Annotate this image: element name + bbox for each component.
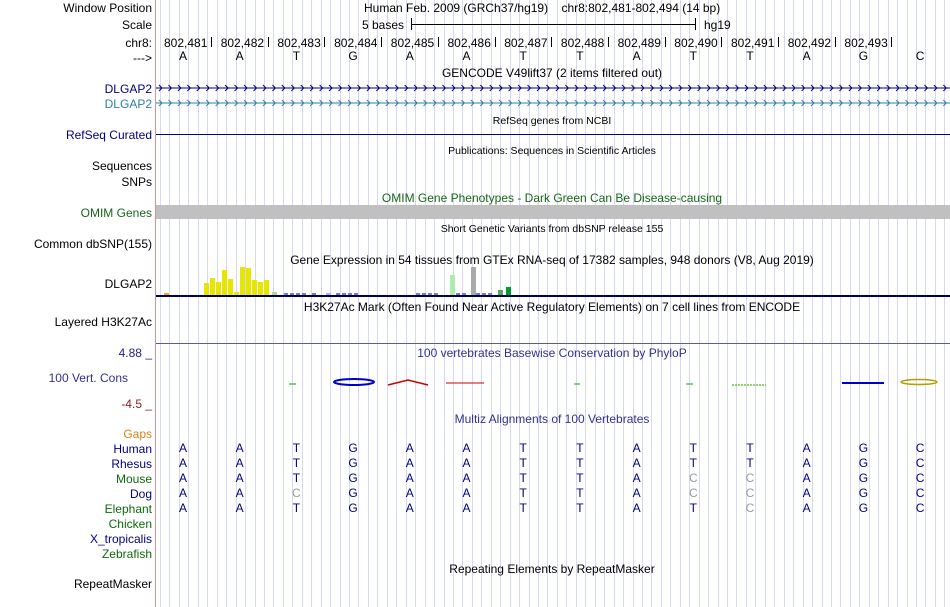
gtex-bar-brain-11[interactable] [264, 280, 269, 295]
position-tick [211, 37, 212, 47]
aligned-base: T [689, 501, 697, 515]
aligned-base: C [915, 456, 925, 470]
aligned-base: T [576, 471, 584, 485]
gtex-bar-brain-3[interactable] [216, 282, 221, 295]
scale-bar [411, 24, 695, 25]
gencode-gene-model-1[interactable] [156, 82, 950, 94]
aligned-base: T [689, 441, 697, 455]
aligned-base: T [576, 486, 584, 500]
repeatmasker-track-label[interactable]: RepeatMasker [73, 577, 152, 591]
gtex-bar-brain-10[interactable] [258, 282, 263, 295]
aligned-base: A [405, 471, 414, 485]
species-label-mouse[interactable]: Mouse [115, 472, 152, 486]
aligned-base: A [405, 486, 414, 500]
dbsnp-track-title[interactable]: Short Genetic Variants from dbSNP release 155 [440, 223, 664, 235]
aligned-base: G [858, 486, 869, 500]
refseq-track-label[interactable]: RefSeq Curated [65, 128, 152, 142]
species-label-rhesus[interactable]: Rhesus [111, 457, 152, 471]
aligned-base: C [915, 501, 925, 515]
aligned-base: G [348, 501, 358, 515]
cons-glyph-c [901, 380, 937, 385]
gtex-expression-chart[interactable] [156, 267, 950, 295]
aligned-base: A [235, 456, 244, 470]
gencode-gene-model-2[interactable] [156, 97, 950, 109]
gencode-track-title[interactable]: GENCODE V49lift37 (2 items filtered out) [441, 66, 663, 80]
aligned-base: A [235, 501, 244, 515]
position-tick [551, 37, 552, 47]
h3k27ac-track-label[interactable]: Layered H3K27Ac [54, 315, 152, 329]
aligned-base: A [802, 456, 811, 470]
conservation-min-label: -4.5 _ [121, 397, 152, 411]
aligned-base: A [632, 471, 641, 485]
reference-base[interactable]: A [178, 49, 188, 63]
chrom-label: chr8: [125, 36, 152, 50]
publications-track-title[interactable]: Publications: Sequences in Scientific Articles [448, 145, 656, 157]
position-tick-label: 802,488 [560, 36, 605, 50]
position-tick [665, 37, 666, 47]
position-tick [324, 37, 325, 47]
aligned-base: C [745, 486, 755, 500]
aligned-base: T [576, 456, 584, 470]
window-position-label: Window Position [63, 1, 152, 15]
species-label-human[interactable]: Human [113, 442, 152, 456]
aligned-base: A [178, 456, 188, 470]
species-label-chicken[interactable]: Chicken [108, 517, 152, 531]
reference-base[interactable]: G [858, 49, 869, 63]
reference-base[interactable]: T [746, 49, 754, 63]
aligned-base: A [632, 456, 641, 470]
aligned-base: A [802, 471, 811, 485]
conservation-track-title[interactable]: 100 vertebrates Basewise Conservation by PhyloP [417, 346, 687, 360]
position-tick-label: 802,493 [844, 36, 888, 50]
aligned-base: T [292, 471, 301, 485]
gtex-bar-brain-2[interactable] [210, 278, 215, 295]
omim-track-label[interactable]: OMIM Genes [80, 206, 152, 220]
strand-label: ---> [133, 51, 152, 65]
aligned-base: A [462, 471, 471, 485]
aligned-base: A [405, 456, 414, 470]
aligned-base: T [519, 456, 527, 470]
aligned-base: A [462, 486, 471, 500]
aligned-base: C [745, 501, 755, 515]
h3k27ac-track-title[interactable]: H3K27Ac Mark (Often Found Near Active Regulatory Elements) on 7 cell lines from ENCODE [303, 300, 801, 314]
aligned-base: G [348, 471, 358, 485]
h3k27ac-baseline [156, 343, 950, 344]
scale-bar-left-cap [411, 18, 412, 30]
gtex-bar-other[interactable] [471, 267, 476, 295]
aligned-base: G [858, 456, 869, 470]
refseq-gene-line[interactable] [156, 134, 950, 135]
aligned-base: C [915, 441, 925, 455]
aligned-base: A [178, 486, 188, 500]
reference-base[interactable]: A [405, 49, 414, 63]
aligned-base: C [688, 486, 698, 500]
position-tick-label: 802,487 [504, 36, 548, 50]
aligned-base: T [519, 441, 527, 455]
aligned-base: C [915, 486, 925, 500]
gtex-baseline [156, 295, 950, 297]
position-tick [721, 37, 722, 47]
reference-base[interactable]: T [292, 49, 301, 63]
gtex-bar-testis[interactable] [450, 275, 455, 295]
aligned-base: A [632, 501, 641, 515]
aligned-base: T [519, 471, 527, 485]
aligned-base: C [292, 486, 301, 500]
aligned-base: C [915, 471, 925, 485]
aligned-base: C [745, 471, 755, 485]
aligned-base: A [178, 471, 188, 485]
reference-base[interactable]: T [689, 49, 697, 63]
multiz-track-title[interactable]: Multiz Alignments of 100 Vertebrates [454, 412, 650, 426]
aligned-base: A [462, 501, 471, 515]
gtex-track-title[interactable]: Gene Expression in 54 tissues from GTEx RNA-seq of 17382 samples, 948 donors (V8, Aug 2019) [290, 253, 814, 267]
aligned-base: T [292, 456, 301, 470]
aligned-base: A [462, 456, 471, 470]
reference-base[interactable]: A [462, 49, 471, 63]
gaps-label[interactable]: Gaps [123, 427, 152, 441]
omim-track-title[interactable]: OMIM Gene Phenotypes - Dark Green Can Be Disease-causing [381, 191, 723, 205]
aligned-base: A [235, 471, 244, 485]
conservation-logo-row[interactable] [156, 374, 950, 390]
conservation-track-label[interactable]: 100 Vert. Cons [48, 371, 128, 385]
aligned-base: T [576, 501, 584, 515]
aligned-base: T [519, 486, 527, 500]
position-tick [835, 37, 836, 47]
aligned-base: T [519, 501, 527, 515]
position-tick-label: 802,481 [164, 36, 208, 50]
assembly-position-text: Human Feb. 2009 (GRCh37/hg19) chr8:802,481-802,494 (14 bp) [364, 1, 721, 15]
reference-base[interactable]: A [802, 49, 811, 63]
position-tick-label: 802,490 [674, 36, 718, 50]
aligned-base: A [802, 486, 811, 500]
position-tick-label: 802,489 [617, 36, 661, 50]
reference-base[interactable]: T [576, 49, 584, 63]
publications-track-label[interactable]: Sequences [91, 159, 152, 173]
aligned-base: A [405, 501, 414, 515]
scale-label: Scale [121, 18, 152, 32]
aligned-base: A [235, 441, 244, 455]
species-label-dog[interactable]: Dog [129, 487, 152, 501]
position-tick [608, 37, 609, 47]
position-tick-label: 802,484 [334, 36, 378, 50]
aligned-base: A [462, 441, 471, 455]
position-tick [495, 37, 496, 47]
aligned-base: A [178, 441, 188, 455]
aligned-base: G [858, 441, 869, 455]
aligned-base: T [292, 501, 301, 515]
aligned-base: A [802, 441, 811, 455]
species-label-x_tropicalis[interactable]: X_tropicalis [89, 532, 152, 546]
scale-bar-right-cap [695, 18, 696, 30]
position-tick-label: 802,485 [390, 36, 435, 50]
aligned-base: A [632, 486, 641, 500]
aligned-base: T [746, 441, 754, 455]
gencode-item-label-1[interactable]: DLGAP2 [104, 82, 152, 96]
position-tick-label: 802,486 [447, 36, 491, 50]
aligned-base: T [746, 456, 754, 470]
aligned-base: T [689, 456, 697, 470]
aligned-base: A [632, 441, 641, 455]
aligned-base: A [802, 501, 811, 515]
aligned-base: G [348, 441, 358, 455]
repeatmasker-track-title[interactable]: Repeating Elements by RepeatMasker [449, 562, 655, 576]
reference-base[interactable]: T [519, 49, 527, 63]
position-tick-label: 802,492 [787, 36, 832, 50]
aligned-base: T [292, 441, 301, 455]
position-tick [778, 37, 779, 47]
dbsnp-track-label[interactable]: Common dbSNP(155) [33, 237, 152, 251]
reference-base[interactable]: C [915, 49, 925, 63]
gtex-track-label[interactable]: DLGAP2 [104, 277, 152, 291]
aligned-base: T [576, 441, 584, 455]
gtex-bar-vagina[interactable] [506, 287, 511, 295]
position-tick [268, 37, 269, 47]
position-tick-label: 802,483 [277, 36, 321, 50]
species-label-elephant[interactable]: Elephant [104, 502, 152, 516]
conservation-max-label: 4.88 _ [118, 346, 152, 360]
cons-glyph-g-1 [334, 379, 374, 385]
reference-base[interactable]: G [348, 49, 358, 63]
scale-bases-text: 5 bases [362, 18, 405, 32]
position-tick-label: 802,491 [731, 36, 775, 50]
snps-track-label[interactable]: SNPs [121, 175, 152, 189]
gtex-bar-brain-8[interactable] [246, 268, 251, 295]
reference-base[interactable]: A [235, 49, 244, 63]
gencode-item-label-2[interactable]: DLGAP2 [104, 97, 152, 111]
cons-glyph-a-1 [388, 380, 428, 385]
position-tick [381, 37, 382, 47]
gtex-bar-brain-5[interactable] [228, 279, 233, 295]
reference-base[interactable]: A [632, 49, 641, 63]
aligned-base: G [348, 486, 358, 500]
aligned-base: G [348, 456, 358, 470]
position-tick [438, 37, 439, 47]
aligned-base: G [858, 471, 869, 485]
gtex-bar-brain-7[interactable] [240, 267, 245, 295]
refseq-track-title[interactable]: RefSeq genes from NCBI [492, 115, 612, 127]
scale-db-text: hg19 [704, 18, 731, 32]
gtex-bar-brain-4[interactable] [222, 270, 227, 295]
gtex-bar-brain-9[interactable] [252, 280, 257, 295]
aligned-base: A [235, 486, 244, 500]
aligned-base: C [688, 471, 698, 485]
aligned-base: A [405, 441, 414, 455]
aligned-base: G [858, 501, 869, 515]
position-tick-label: 802,482 [220, 36, 265, 50]
position-tick [891, 37, 892, 47]
species-label-zebrafish[interactable]: Zebrafish [101, 547, 152, 561]
omim-feature-bar[interactable] [156, 205, 950, 219]
gtex-bar-brain-1[interactable] [204, 283, 209, 295]
aligned-base: A [178, 501, 188, 515]
